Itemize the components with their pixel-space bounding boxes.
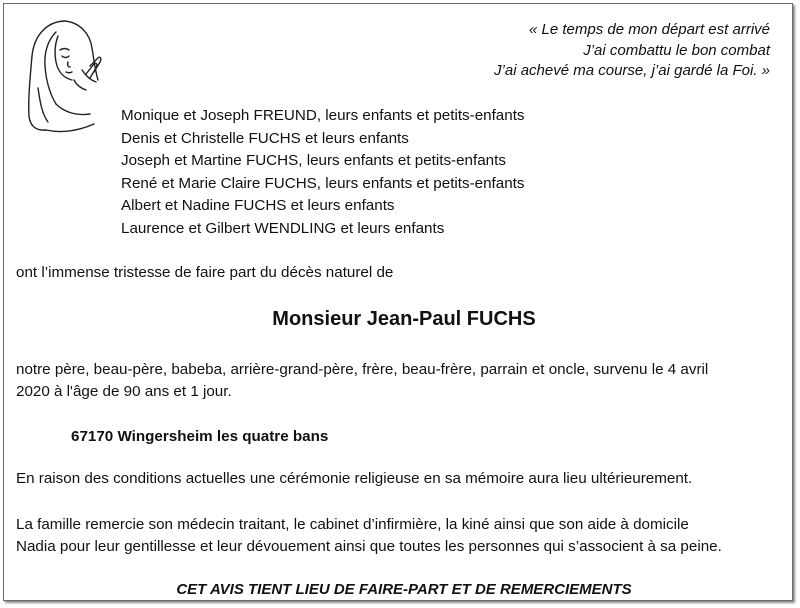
- family-line: Joseph et Martine FUCHS, leurs enfants et petits-enfants: [121, 152, 506, 170]
- thanks-text: [16, 514, 722, 557]
- death-notice: [3, 3, 793, 601]
- place-of-residence: 67170 Wingersheim les quatre bans: [71, 428, 329, 445]
- thanks-line: La famille remercie son médecin traitant, le cabinet d’infirmière, la kiné ainsi que son aide à domicile: [16, 516, 689, 533]
- praying-madonna-icon: [20, 18, 110, 136]
- closing-statement: CET AVIS TIENT LIEU DE FAIRE-PART ET DE REMERCIEMENTS: [176, 581, 632, 598]
- relation-text: [16, 359, 708, 402]
- relation-line: notre père, beau-père, babeba, arrière-grand-père, frère, beau-frère, parrain et oncle, survenu le 4 avril: [16, 361, 709, 378]
- quote-line: J’ai achevé ma course, j’ai gardé la Foi. »: [494, 62, 770, 79]
- announcement-intro: ont l’immense tristesse de faire part du décès naturel de: [16, 264, 394, 281]
- family-line: Albert et Nadine FUCHS et leurs enfants: [121, 197, 395, 215]
- deceased-name: Monsieur Jean-Paul FUCHS: [272, 308, 536, 330]
- scripture-quote: [494, 20, 770, 82]
- ceremony-notice: En raison des conditions actuelles une cérémonie religieuse en sa mémoire aura lieu ultérieurement.: [16, 470, 693, 487]
- family-list: [121, 105, 525, 241]
- quote-line: J’ai combattu le bon combat: [583, 41, 770, 59]
- family-line: Denis et Christelle FUCHS et leurs enfants: [121, 129, 409, 147]
- relation-line: 2020 à l'âge de 90 ans et 1 jour.: [16, 382, 232, 400]
- thanks-line: Nadia pour leur gentillesse et leur dévouement ainsi que toutes les personnes qui s’associent à sa peine.: [16, 537, 722, 555]
- family-line: Monique et Joseph FREUND, leurs enfants et petits-enfants: [121, 107, 525, 124]
- family-line: René et Marie Claire FUCHS, leurs enfants et petits-enfants: [121, 174, 525, 192]
- quote-line: « Le temps de mon départ est arrivé: [529, 21, 770, 38]
- family-line: Laurence et Gilbert WENDLING et leurs enfants: [121, 219, 445, 237]
